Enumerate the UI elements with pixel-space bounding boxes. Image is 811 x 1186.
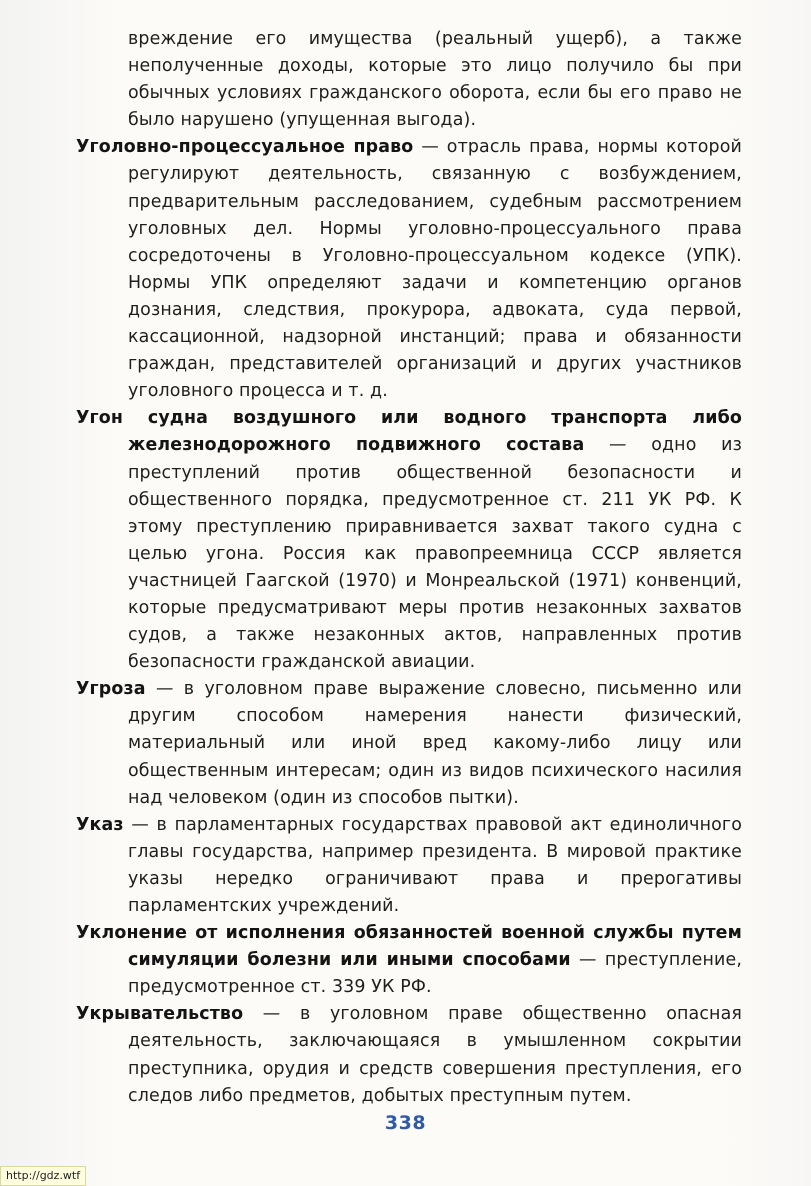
- page-number: 338: [384, 1112, 427, 1134]
- entry-text: — одно из преступлений против общественной безопасности и общественного порядка, предусмотренное ст. 211 УК РФ. К этому преступлению приравнивается захват такого судна с целью угона. Россия как правопреемница СССР является участницей Гаагской (1970) и Монреальской (1971) конвенций, которые предусматривают меры против незаконных захватов судов, а также незаконных актов, направленных против безопасности гражданской авиации.: [128, 435, 742, 673]
- entry-text: — преступление, предусмотренное ст. 339 УК РФ.: [128, 950, 742, 998]
- glossary-entry-concealment: [76, 1001, 742, 1109]
- entry-term: Угроза: [76, 679, 146, 700]
- entry-text: — в уголовном праве выражение словесно, письменно или другим способом намерения нанести физический, материальный или иной вред какому-либо лицу или общественным интересам; один из видов психического насилия над человеком (один из способов пытки).: [128, 679, 742, 808]
- glossary-entry-decree: [76, 812, 742, 920]
- entry-term: Уголовно-процессуальное право: [76, 137, 414, 158]
- watermark-link[interactable]: http://gdz.wtf: [0, 1166, 86, 1186]
- entry-text: — в уголовном праве общественно опасная деятельность, заключающаяся в умышленном сокрытии преступника, орудия и средств совершения преступления, его следов либо предметов, добытых преступным путем.: [128, 1004, 742, 1106]
- entry-term: Укрывательство: [76, 1004, 244, 1025]
- entry-text: вреждение его имущества (реальный ущерб), а также неполученные доходы, которые это лицо получило бы при обычных условиях гражданского оборота, если бы его право не было нарушено (упущенная выгода).: [128, 29, 742, 131]
- glossary-entry-military-evasion: [76, 920, 742, 1001]
- entry-text: — отрасль права, нормы которой регулируют деятельность, связанную с возбуждением, предварительным расследованием, судебным рассмотрением уголовных дел. Нормы уголовно-процессуального права сосредоточены в Уголовно-процессуальном кодексе (УПК). Нормы УПК определяют задачи и компетенцию органов дознания, следствия, прокурора, адвоката, суда первой, кассационной, надзорной инстанций; права и обязанности граждан, представителей организаций и других участников уголовного процесса и т. д.: [128, 137, 742, 402]
- entry-term: Указ: [76, 814, 124, 835]
- glossary-text: [76, 26, 742, 1110]
- entry-term: Угон судна воздушного или водного транспорта либо железнодорожного подвижного состава: [76, 408, 742, 456]
- glossary-entry-hijacking: [76, 405, 742, 676]
- glossary-entry-criminal-procedure-law: [76, 134, 742, 405]
- entry-term: Уклонение от исполнения обязанностей военной службы путем симуляции болезни или иными способами: [76, 923, 742, 971]
- entry-text: — в парламентарных государствах правовой акт единоличного главы государства, например президента. В мировой практике указы нередко ограничивают права и прерогативы парламентских учреждений.: [123, 814, 742, 916]
- glossary-entry-threat: [76, 676, 742, 811]
- glossary-entry-continuation: [76, 26, 742, 134]
